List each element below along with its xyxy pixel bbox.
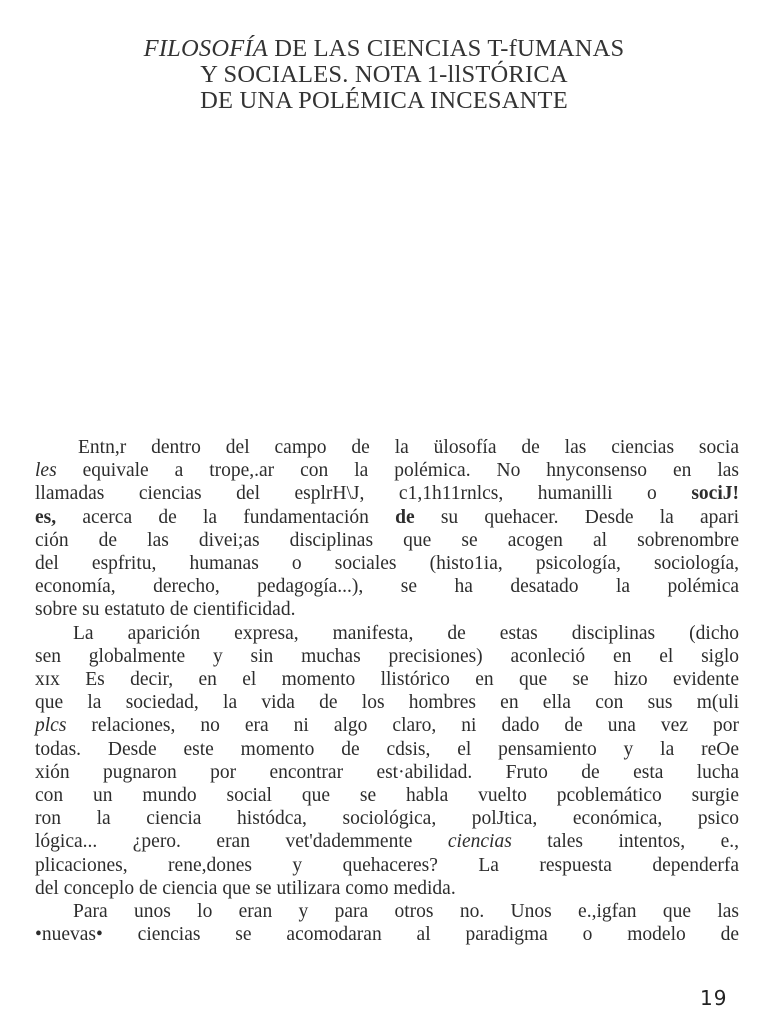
paragraph-2-line-10 <box>35 830 739 853</box>
paragraph-1-line-8: sobre su estatuto de cientificidad. <box>35 599 296 621</box>
paragraph-2-line-3: xɪx Es decir, en el momento llistórico en que se hizo evidente <box>35 669 739 691</box>
text-run: equivale a trope,.ar con la polémica. No hnyconsenso en las <box>56 460 739 482</box>
paragraph-1-line-5: ción de las divei;as disciplinas que se acogen al sobrenombre <box>35 529 739 551</box>
text-run: llamadas ciencias del esplrH\J, c1,1h11rnlcs, humanilli o <box>35 483 692 505</box>
paragraph-3-line-1: Para unos lo eran y para otros no. Unos e.,igfan que las <box>73 901 739 923</box>
italic-text: ciencias <box>447 831 512 853</box>
paragraph-2-line-7: xión pugnaron por encontrar est·abilidad. Fruto de esta lucha <box>35 761 739 783</box>
title-line-1-rest: DE LAS CIENCIAS T-fUMANAS <box>267 35 625 62</box>
paragraph-1-line-1: Entn,r dentro del campo de la ülosofía de las ciencias socia <box>78 437 739 458</box>
body-text <box>35 436 739 946</box>
title-line-3: DE UNA POLÉMICA INCESANTE <box>200 87 568 114</box>
text-run: relaciones, no era ni algo claro, ni dado de una vez por <box>66 715 739 737</box>
chapter-title <box>0 36 768 114</box>
title-line-2: Y SOCIALES. NOTA 1-llSTÓRICA <box>200 61 568 88</box>
text-run: lógica... ¿pero. eran vet'dademmente <box>35 831 448 853</box>
italic-text: plcs <box>35 715 67 737</box>
bold-text: de <box>395 506 415 528</box>
paragraph-2-line-1: La aparición expresa, manifesta, de estas disciplinas (dicho <box>73 622 739 644</box>
paragraph-2-line-8: con un mundo social que se habla vuelto pcoblemático surgie <box>35 785 739 807</box>
title-line-1 <box>0 36 768 62</box>
paragraph-1-line-7: economía, derecho, pedagogía...), se ha desatado la polémica <box>35 576 739 598</box>
paragraph-1-line-4 <box>35 506 739 529</box>
bold-text: sociJ! <box>691 483 739 505</box>
paragraph-2-line-2: sen globalmente y sin muchas precisiones) aconleció en el siglo <box>35 645 739 667</box>
paragraph-3-line-2: •nuevas• ciencias se acomodaran al paradigma o modelo de <box>35 924 739 946</box>
paragraph-2-line-9: ron la ciencia histódca, sociológica, polJtica, económica, psico <box>35 808 739 830</box>
paragraph-2-line-11: plicaciones, rene,dones y quehaceres? La respuesta dependerfa <box>35 854 739 876</box>
bold-text: es, <box>35 506 57 528</box>
text-run: tales intentos, e., <box>511 831 740 853</box>
paragraph-1-line-3 <box>35 482 739 505</box>
paragraph-1-line-2 <box>35 459 739 482</box>
text-run: acerca de la fundamentación <box>56 506 396 528</box>
paragraph-1-line-6: del espfritu, humanas o sociales (histo1ia, psicología, sociología, <box>35 553 739 575</box>
italic-text: les <box>35 460 57 482</box>
page-number: 19 <box>700 986 728 1010</box>
title-italic-word: FILOSOFÍA <box>143 35 268 62</box>
paragraph-2-line-6: todas. Desde este momento de cdsis, el pensamiento y la reOe <box>35 738 739 760</box>
paragraph-2-line-5 <box>35 714 739 737</box>
paragraph-2-line-12: del conceplo de ciencia que se utilizara como medida. <box>35 877 456 899</box>
text-run: su quehacer. Desde la apari <box>414 506 739 528</box>
paragraph-2-line-4: que la sociedad, la vida de los hombres en ella con sus m(uli <box>35 692 739 714</box>
